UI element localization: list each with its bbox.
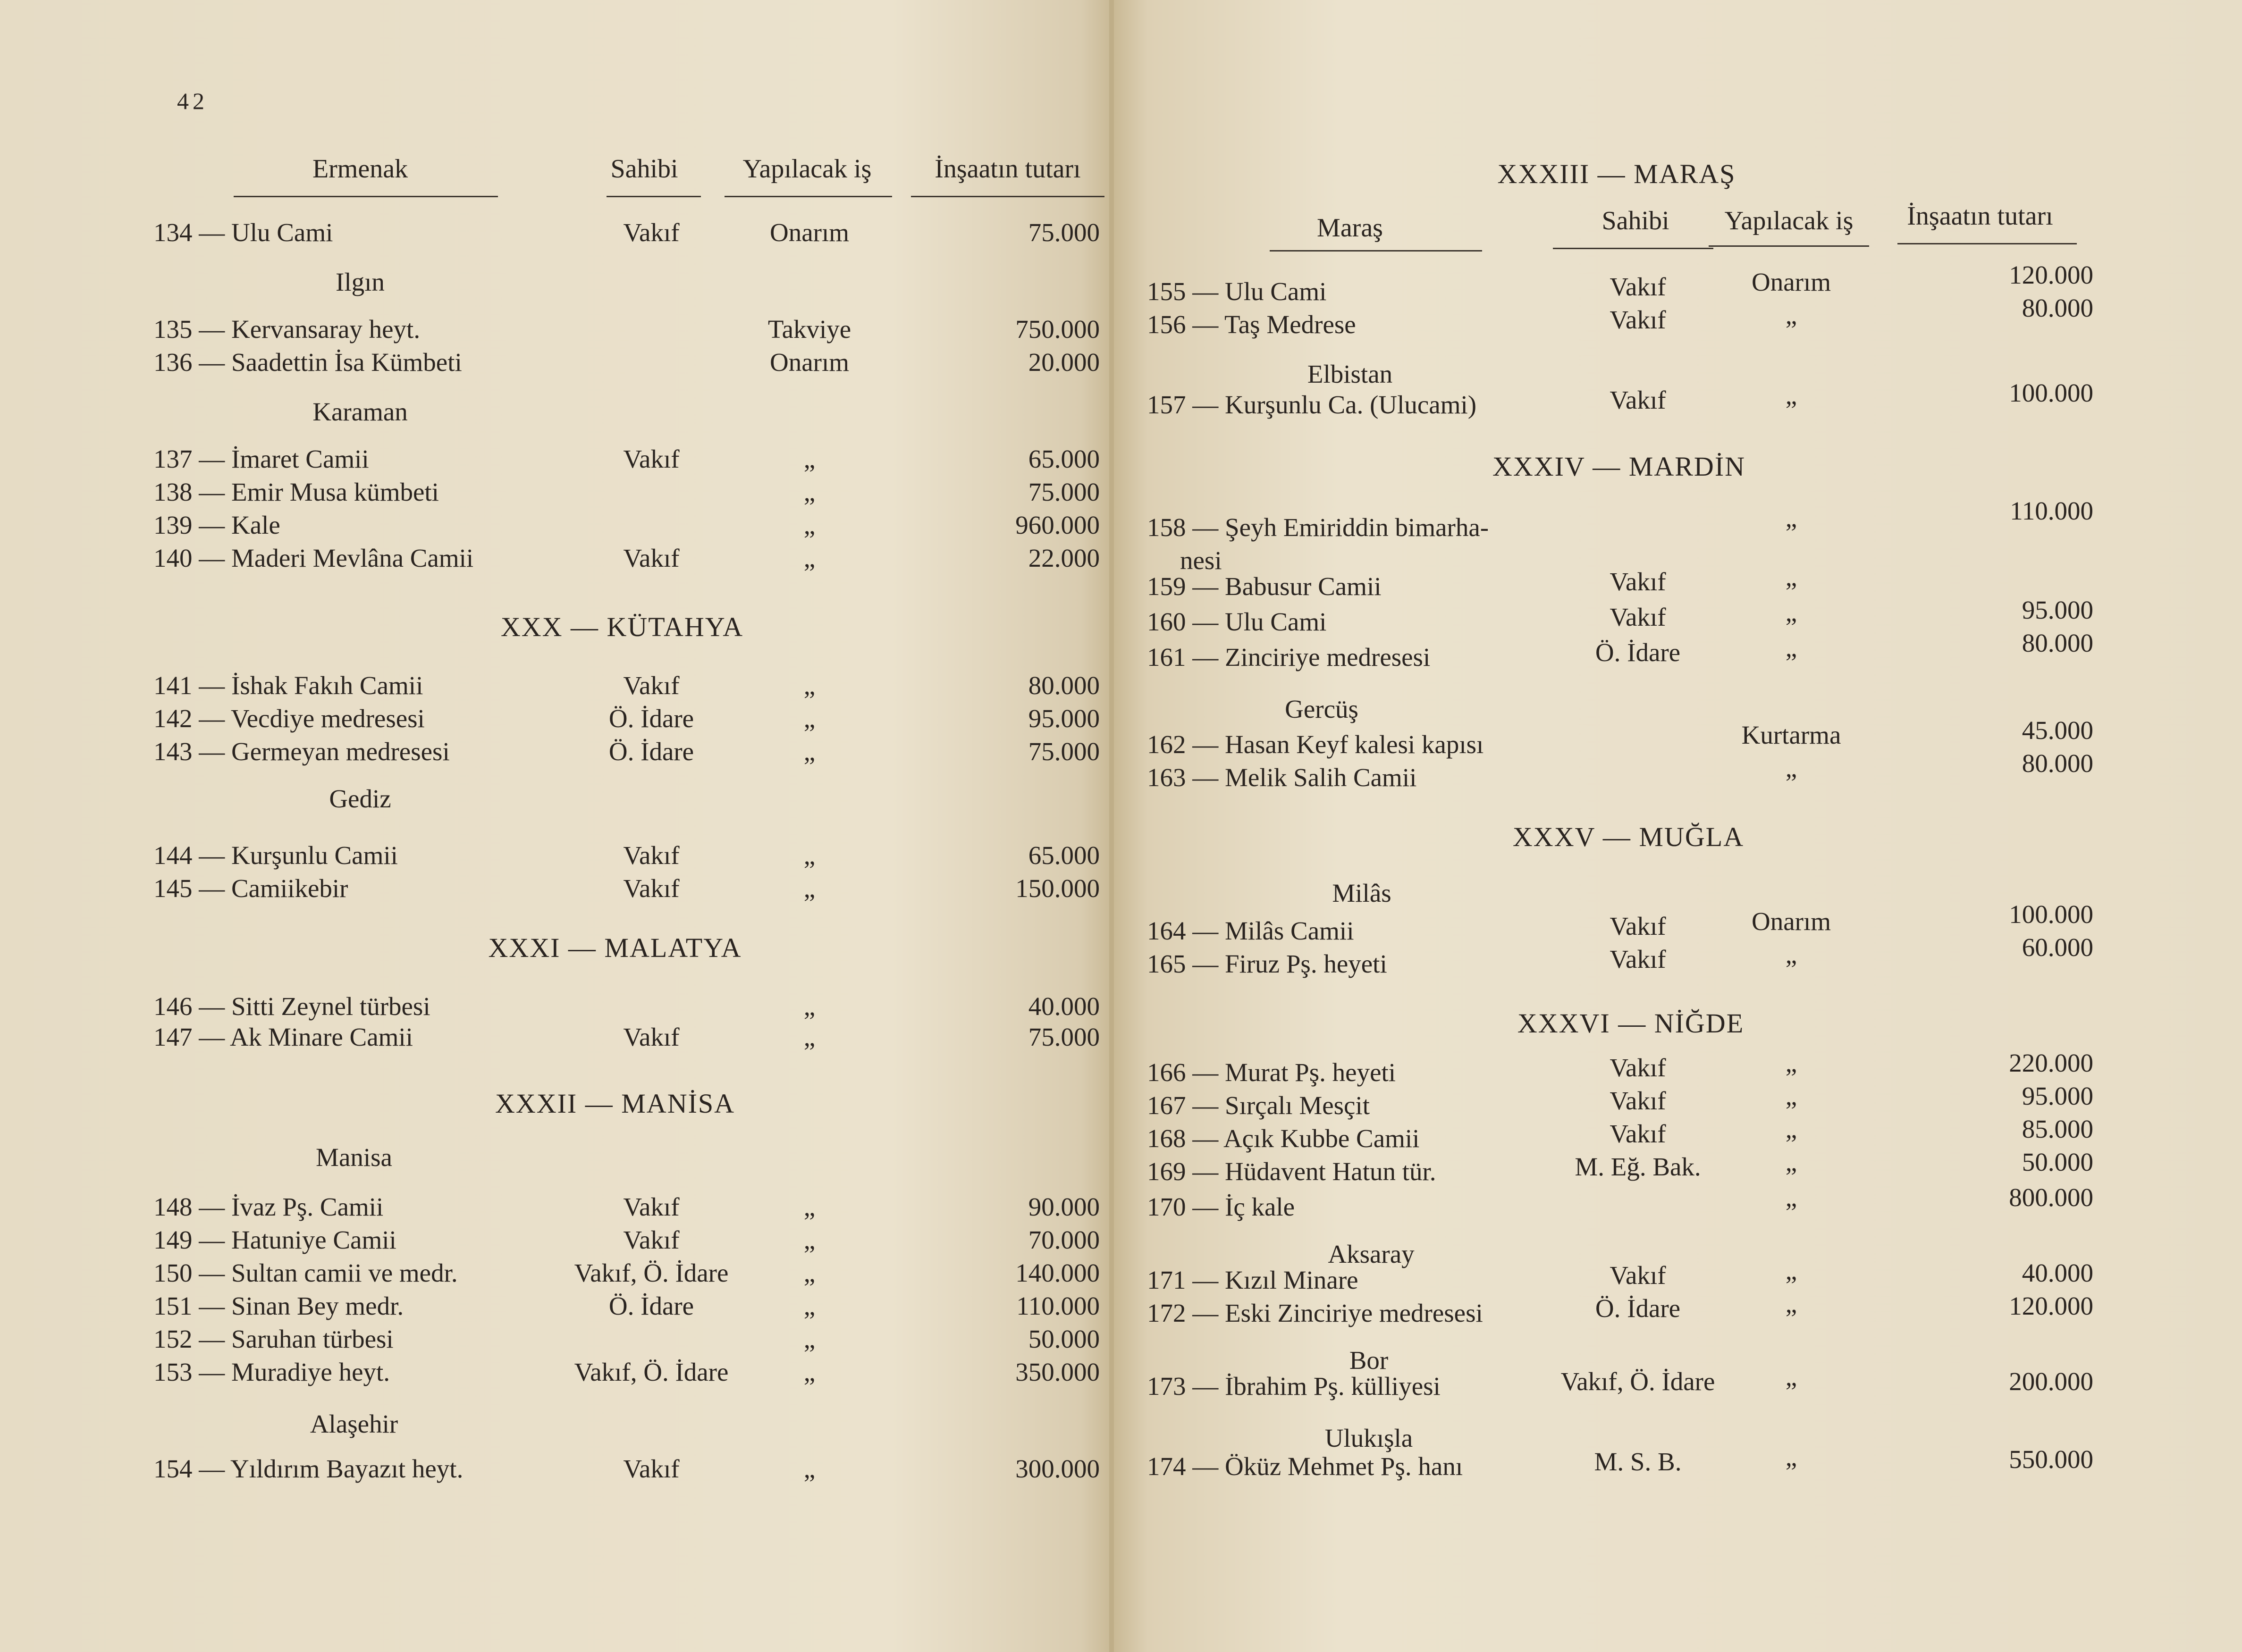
header-underline [1553,248,1713,249]
entry-name: 134 — Ulu Cami [153,218,333,247]
entry-owner: Vakıf, Ö. İdare [574,1358,729,1386]
entry-work: „ [803,544,816,572]
entry-name: 150 — Sultan camii ve medr. [153,1258,458,1287]
subheading: Ulukışla [1324,1424,1413,1452]
entry-cost: 75.000 [1028,478,1100,506]
entry-work: „ [1785,503,1797,532]
entry-work: „ [1785,1289,1797,1318]
entry-name: 145 — Camiikebir [153,874,348,903]
entry-name: 170 — İç kale [1147,1192,1295,1221]
entry-owner: Vakıf [1610,272,1666,301]
column-header: Ermenak [312,154,408,184]
subheading: Gercüş [1285,695,1358,723]
entry-work: Onarım [1751,907,1831,936]
entry-work: „ [803,671,816,700]
entry-owner: Vakıf [623,1454,680,1483]
entry-name: 153 — Muradiye heyt. [153,1358,390,1386]
entry-owner: Vakıf [1610,603,1666,631]
entry-work: „ [1785,1082,1797,1110]
entry-work: „ [803,841,816,870]
entry-owner: Vakıf [1610,945,1666,973]
entry-cost: 60.000 [2022,933,2093,962]
column-header: Yapılacak iş [1724,206,1854,235]
entry-name: 171 — Kızıl Minare [1147,1266,1358,1294]
entry-cost: 120.000 [2009,1291,2093,1320]
entry-work: „ [1785,301,1797,329]
entry-cost: 65.000 [1028,841,1100,870]
entry-name: 142 — Vecdiye medresesi [153,704,425,733]
entry-cost: 65.000 [1028,444,1100,473]
entry-name: 147 — Ak Minare Camii [153,1023,413,1051]
entry-cost: 75.000 [1028,218,1100,247]
entry-name: 159 — Babusur Camii [1147,572,1382,601]
entry-work: „ [803,511,816,539]
entry-owner: Vakıf [1610,567,1666,596]
entry-owner: Ö. İdare [608,704,694,733]
entry-name: 144 — Kurşunlu Camii [153,841,398,870]
entry-work: Onarım [769,348,850,377]
entry-cost: 95.000 [1028,704,1100,733]
entry-work: „ [1785,1256,1797,1285]
entry-owner: Vakıf [623,218,680,247]
section-title: XXXVI — NİĞDE [1517,1008,1745,1039]
subheading: Gediz [329,784,391,813]
entry-cost: 50.000 [1028,1325,1100,1353]
entry-name: 160 — Ulu Cami [1147,607,1327,636]
entry-cost: 70.000 [1028,1225,1100,1254]
entry-name: 168 — Açık Kubbe Camii [1147,1124,1420,1153]
entry-name: 149 — Hatuniye Camii [153,1225,396,1254]
section-title: XXXII — MANİSA [495,1088,735,1119]
entry-work: „ [1785,940,1797,969]
entry-name: 174 — Öküz Mehmet Pş. hanı [1147,1452,1463,1481]
entry-cost: 75.000 [1028,737,1100,766]
entry-cost: 50.000 [2022,1148,2093,1176]
entry-cost: 550.000 [2009,1445,2093,1474]
header-underline [1897,243,2077,244]
entry-work: „ [1785,381,1797,410]
entry-cost: 20.000 [1028,348,1100,377]
entry-work: Onarım [769,218,850,247]
entry-owner: Vakıf [1610,1086,1666,1115]
entry-owner: Ö. İdare [608,737,694,766]
entry-owner: M. S. B. [1594,1447,1682,1476]
entry-name: 169 — Hüdavent Hatun tür. [1147,1157,1436,1186]
entry-work: „ [803,874,816,903]
entry-work: „ [1785,1115,1797,1143]
header-underline [607,196,701,197]
entry-work: „ [1785,633,1797,662]
section-title: XXX — KÜTAHYA [500,612,744,642]
entry-work: Takviye [767,315,851,344]
entry-cost: 140.000 [1015,1258,1100,1287]
entry-work: „ [803,737,816,766]
subheading: Aksaray [1328,1240,1415,1268]
header-underline [234,196,498,197]
entry-cost: 100.000 [2009,900,2093,929]
subheading: Elbistan [1307,360,1393,388]
entry-owner: Vakıf [623,841,680,870]
entry-name: 151 — Sinan Bey medr. [153,1291,404,1320]
entry-work: „ [803,1291,816,1320]
entry-work: „ [803,1358,816,1386]
entry-work: „ [803,1325,816,1353]
entry-work: Kurtarma [1741,721,1841,749]
subheading: Karaman [312,397,408,426]
entry-work: „ [1785,1442,1797,1471]
entry-cost: 120.000 [2009,260,2093,289]
entry-cost: 95.000 [2022,1082,2093,1110]
entry-name: 152 — Saruhan türbesi [153,1325,394,1353]
entry-name: 166 — Murat Pş. heyeti [1147,1058,1396,1087]
entry-name: 140 — Maderi Mevlâna Camii [153,544,474,572]
right-page [1114,0,2242,1652]
header-underline [725,196,892,197]
entry-name: 135 — Kervansaray heyt. [153,315,421,344]
entry-owner: Vakıf [1610,1053,1666,1082]
entry-cost: 40.000 [2022,1258,2093,1287]
column-header: Maraş [1317,213,1383,243]
entry-cost: 350.000 [1015,1358,1100,1386]
subheading: Alaşehir [310,1409,398,1438]
entry-name: 163 — Melik Salih Camii [1147,763,1417,792]
section-title: XXXV — MUĞLA [1512,822,1745,852]
entry-name: 173 — İbrahim Pş. külliyesi [1147,1372,1441,1400]
entry-work: „ [803,992,816,1021]
entry-cost: 110.000 [1016,1291,1100,1320]
entry-name: 138 — Emir Musa kümbeti [153,478,439,506]
entry-owner: Vakıf [1610,305,1666,334]
entry-name: 148 — İvaz Pş. Camii [153,1192,384,1221]
entry-name: 154 — Yıldırım Bayazıt heyt. [153,1454,464,1483]
entry-cost: 75.000 [1028,1023,1100,1051]
entry-name: 136 — Saadettin İsa Kümbeti [153,348,462,377]
entry-cost: 110.000 [2010,496,2093,525]
header-underline [1709,245,1869,247]
subheading: Manisa [316,1143,392,1172]
entry-name: 158 — Şeyh Emiriddin bimarha- [1147,513,1489,542]
entry-name: 165 — Firuz Pş. heyeti [1147,949,1387,978]
entry-owner: M. Eğ. Bak. [1575,1152,1701,1181]
entry-cost: 40.000 [1028,992,1100,1021]
entry-cost: 45.000 [2022,716,2093,745]
entry-work: „ [803,704,816,733]
entry-name: 146 — Sitti Zeynel türbesi [153,992,430,1021]
subheading: Bor [1349,1346,1389,1375]
entry-cost: 85.000 [2022,1115,2093,1143]
subheading: Milâs [1332,879,1391,907]
section-title: XXXI — MALATYA [488,932,742,963]
left-page [0,0,1114,1652]
entry-work: „ [1785,1362,1797,1391]
entry-owner: Vakıf [623,671,680,700]
entry-cost: 22.000 [1028,544,1100,572]
entry-name: 139 — Kale [153,511,280,539]
entry-name: 167 — Sırçalı Mesçit [1147,1091,1370,1120]
header-underline [1270,250,1482,252]
entry-cost: 220.000 [2009,1048,2093,1077]
entry-cost: 80.000 [2022,749,2093,778]
entry-cost: 150.000 [1015,874,1100,903]
entry-owner: Vakıf, Ö. İdare [574,1258,729,1287]
entry-name: 141 — İshak Fakıh Camii [153,671,423,700]
page-number: 42 [177,88,208,114]
entry-name: 172 — Eski Zinciriye medresesi [1147,1299,1483,1327]
entry-work: „ [1785,1048,1797,1077]
entry-cost: 200.000 [2009,1367,2093,1396]
entry-cost: 80.000 [1028,671,1100,700]
entry-cost: 100.000 [2009,378,2093,407]
entry-work: „ [803,478,816,506]
column-header: Yapılacak iş [742,154,872,184]
entry-work: „ [1785,754,1797,782]
column-header: Sahibi [1601,206,1669,235]
entry-cost: 960.000 [1015,511,1100,539]
entry-work: „ [1785,598,1797,627]
entry-owner: Vakıf [623,1192,680,1221]
entry-cost: 300.000 [1015,1454,1100,1483]
entry-work: „ [1785,1148,1797,1176]
entry-owner: Vakıf [623,874,680,903]
entry-cost: 750.000 [1015,315,1100,344]
entry-owner: Ö. İdare [1595,638,1681,667]
column-header: İnşaatın tutarı [935,154,1081,184]
entry-name-continuation: nesi [1180,546,1222,575]
entry-owner: Vakıf [1610,1119,1666,1148]
subheading: Ilgın [336,268,385,296]
entry-cost: 80.000 [2022,294,2093,322]
entry-name: 164 — Milâs Camii [1147,916,1354,945]
entry-work: „ [803,444,816,473]
entry-cost: 90.000 [1028,1192,1100,1221]
entry-owner: Vakıf [623,1023,680,1051]
entry-owner: Ö. İdare [1595,1294,1681,1323]
entry-name: 156 — Taş Medrese [1147,310,1356,339]
entry-work: „ [803,1192,816,1221]
entry-work: „ [803,1258,816,1287]
section-title: XXXIV — MARDİN [1492,451,1746,482]
entry-owner: Vakıf [623,1225,680,1254]
header-underline [911,196,1104,197]
entry-name: 161 — Zinciriye medresesi [1147,643,1431,671]
entry-owner: Vakıf, Ö. İdare [1560,1367,1715,1396]
entry-cost: 80.000 [2022,629,2093,657]
entry-cost: 95.000 [2022,595,2093,624]
entry-work: „ [1785,1183,1797,1212]
entry-owner: Vakıf [623,444,680,473]
section-title: XXXIII — MARAŞ [1497,159,1736,189]
entry-owner: Vakıf [623,544,680,572]
entry-work: Onarım [1751,268,1831,296]
entry-name: 162 — Hasan Keyf kalesi kapısı [1147,730,1484,759]
entry-owner: Vakıf [1610,1261,1666,1290]
entry-name: 157 — Kurşunlu Ca. (Ulucami) [1147,390,1477,419]
column-header: İnşaatın tutarı [1907,201,2053,231]
entry-name: 143 — Germeyan medresesi [153,737,450,766]
entry-cost: 800.000 [2009,1183,2093,1212]
entry-work: „ [803,1023,816,1051]
entry-owner: Ö. İdare [608,1291,694,1320]
entry-work: „ [803,1454,816,1483]
entry-name: 137 — İmaret Camii [153,444,369,473]
column-header: Sahibi [610,154,678,184]
entry-name: 155 — Ulu Cami [1147,277,1327,306]
entry-owner: Vakıf [1610,912,1666,940]
entry-work: „ [803,1225,816,1254]
entry-work: „ [1785,562,1797,591]
entry-owner: Vakıf [1610,386,1666,414]
